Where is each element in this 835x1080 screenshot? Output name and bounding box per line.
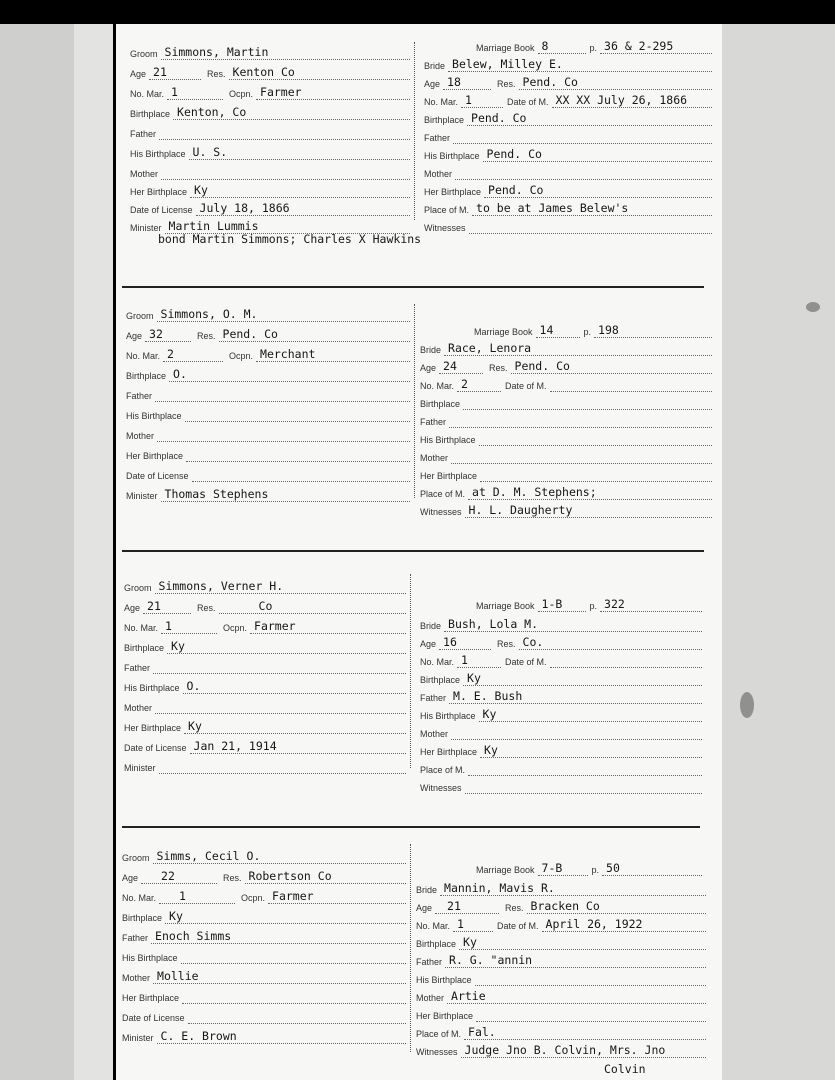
her-birthplace-label: Her Birthplace: [424, 187, 482, 197]
date-of-m-label: Date of M.: [497, 921, 539, 931]
mother-row: [126, 422, 410, 442]
her-birthplace-label: Her Birthplace: [124, 723, 182, 733]
mother-label: Mother: [122, 973, 151, 983]
marriage-book-number: 7-B: [538, 861, 588, 876]
bride-row: [420, 612, 702, 632]
father-label: Father: [416, 957, 443, 967]
date-of-license-label: Date of License: [124, 743, 187, 753]
groom-minister: Martin Lummis: [165, 219, 410, 234]
her-birthplace-label: Her Birthplace: [420, 471, 478, 481]
no-mar-label: No. Mar.: [424, 97, 459, 107]
bride-no-mar-row: [424, 88, 712, 108]
bride-age: 24: [439, 359, 483, 374]
his-birthplace-row: [126, 402, 410, 422]
bride-birthplace: Ky: [459, 935, 706, 950]
bride-age-res-row: [420, 630, 702, 650]
his-birthplace-row: [122, 944, 406, 964]
birthplace-label: Birthplace: [420, 675, 461, 685]
her-birthplace-row: [124, 714, 406, 734]
age-label: Age: [124, 603, 141, 613]
marriage-book-row: [476, 856, 702, 876]
bride-his-birthplace-row: [416, 966, 706, 986]
marriage-record-4: [116, 836, 722, 1080]
mother-label: Mother: [424, 169, 453, 179]
bride-label: Bride: [416, 885, 438, 895]
groom-res: Robertson Co: [245, 869, 406, 884]
record-separator: [122, 826, 700, 828]
father-label: Father: [424, 133, 451, 143]
bride-no-mar: 1: [457, 653, 501, 668]
marriage-book-label: Marriage Book: [474, 327, 533, 337]
page-label: p.: [589, 43, 598, 53]
record-separator: [122, 286, 704, 288]
groom-res: Kenton Co: [229, 65, 410, 80]
place-of-m: Fal.: [464, 1025, 706, 1040]
groom-label: Groom: [126, 311, 154, 321]
bride-res: Co.: [519, 635, 702, 650]
ocpn-label: Ocpn.: [223, 623, 248, 633]
bride-age: 16: [439, 635, 491, 650]
bride-his-birthplace: Ky: [479, 707, 702, 722]
witnesses-label: Witnesses: [416, 1047, 458, 1057]
place-of-m: at D. M. Stephens;: [468, 485, 712, 500]
bride-his-birthplace-row: [420, 702, 702, 722]
mother-row: [122, 964, 406, 984]
birthplace-row: [122, 904, 406, 924]
groom-minister: [159, 773, 406, 774]
her-birthplace-label: Her Birthplace: [130, 187, 188, 197]
bride-label: Bride: [420, 621, 442, 631]
groom-label: Groom: [122, 853, 150, 863]
place-of-m-row: [420, 756, 702, 776]
birthplace-label: Birthplace: [124, 643, 165, 653]
witnesses-row: [420, 498, 712, 518]
witnesses-row: [416, 1038, 706, 1058]
her-birthplace-label: Her Birthplace: [416, 1011, 474, 1021]
father-label: Father: [420, 417, 447, 427]
father-row: [124, 654, 406, 674]
bride-no-mar: 1: [461, 93, 503, 108]
bride-age-res-row: [420, 354, 712, 374]
date-of-license-label: Date of License: [126, 471, 189, 481]
father-row: [126, 382, 410, 402]
record-separator: [122, 550, 704, 552]
bride-row: [416, 876, 706, 896]
groom-birthplace: Kenton, Co: [173, 105, 410, 120]
bride-no-mar-row: [420, 372, 712, 392]
column-divider: [410, 844, 411, 1052]
his-birthplace-label: His Birthplace: [420, 711, 476, 721]
no-mar-label: No. Mar.: [124, 623, 159, 633]
no-mar-label: No. Mar.: [416, 921, 451, 931]
date-of-license-label: Date of License: [122, 1013, 185, 1023]
mother-label: Mother: [126, 431, 155, 441]
witnesses-label: Witnesses: [420, 783, 462, 793]
res-label: Res.: [497, 639, 516, 649]
her-birthplace-row: [122, 984, 406, 1004]
groom-no-mar: 1: [159, 889, 235, 904]
bride-her-birthplace: Pend. Co: [484, 183, 712, 198]
bride-date-of-m: April 26, 1922: [542, 917, 706, 932]
father-label: Father: [420, 693, 447, 703]
place-of-m: to be at James Belew's: [472, 201, 712, 216]
bride-res: Bracken Co: [527, 899, 706, 914]
marriage-book-page: 198: [594, 323, 712, 338]
bride-birthplace-row: [420, 390, 712, 410]
date-of-m-label: Date of M.: [505, 657, 547, 667]
no-mar-row: [130, 80, 410, 100]
bride-her-birthplace: Ky: [480, 743, 702, 758]
father-label: Father: [126, 391, 153, 401]
groom-ocpn: Farmer: [250, 619, 406, 634]
father-row: [130, 120, 410, 140]
groom-row: [126, 302, 410, 322]
place-of-m-row: [424, 196, 712, 216]
groom-label: Groom: [130, 49, 158, 59]
bride-father-row: [416, 948, 706, 968]
his-birthplace-label: His Birthplace: [122, 953, 178, 963]
bride-mother: Artie: [447, 989, 706, 1004]
bride-name: Bush, Lola M.: [444, 617, 702, 632]
minister-row: [122, 1024, 406, 1044]
mother-label: Mother: [416, 993, 445, 1003]
place-of-m-label: Place of M.: [424, 205, 470, 215]
birthplace-label: Birthplace: [126, 371, 167, 381]
marriage-book-number: 1-B: [538, 597, 586, 612]
age-label: Age: [424, 79, 441, 89]
bride-mother-row: [420, 720, 702, 740]
minister-label: Minister: [130, 223, 162, 233]
minister-row: [124, 754, 406, 774]
no-mar-label: No. Mar.: [420, 657, 455, 667]
witnesses-row: [420, 774, 702, 794]
witnesses: H. L. Daugherty: [465, 503, 712, 518]
ocpn-label: Ocpn.: [241, 893, 266, 903]
his-birthplace-label: His Birthplace: [130, 149, 186, 159]
father-label: Father: [130, 129, 157, 139]
age-label: Age: [416, 903, 433, 913]
place-of-m-row: [416, 1020, 706, 1040]
column-divider: [414, 304, 415, 498]
bride-her-birthplace-row: [420, 738, 702, 758]
bride-birthplace-row: [420, 666, 702, 686]
bride-no-mar-row: [420, 648, 702, 668]
marriage-book-page: 36 & 2-295: [600, 39, 712, 54]
ocpn-label: Ocpn.: [229, 89, 254, 99]
groom-name: Simmons, Martin: [161, 45, 410, 60]
his-birthplace-row: [124, 674, 406, 694]
bride-res: Pend. Co: [519, 75, 712, 90]
no-mar-row: [122, 884, 406, 904]
birthplace-row: [124, 634, 406, 654]
groom-her-birthplace: Ky: [184, 719, 406, 734]
groom-her-birthplace: Ky: [190, 183, 410, 198]
her-birthplace-label: Her Birthplace: [420, 747, 478, 757]
birthplace-label: Birthplace: [420, 399, 461, 409]
groom-row: [124, 574, 406, 594]
bride-birthplace-row: [424, 106, 712, 126]
minister-label: Minister: [124, 763, 156, 773]
scan-smudge: [806, 302, 820, 312]
his-birthplace-label: His Birthplace: [424, 151, 480, 161]
age-res-row: [122, 864, 406, 884]
groom-age: 21: [149, 65, 201, 80]
age-label: Age: [130, 69, 147, 79]
groom-age: 21: [143, 599, 191, 614]
groom-age: 22: [141, 869, 217, 884]
res-label: Res.: [505, 903, 524, 913]
place-of-m-row: [420, 480, 712, 500]
column-divider: [410, 574, 411, 768]
bride-name: Mannin, Mavis R.: [440, 881, 706, 896]
bride-no-mar: 1: [453, 917, 493, 932]
groom-date-of-license: Jan 21, 1914: [190, 739, 406, 754]
marriage-book-number: 8: [538, 39, 586, 54]
mother-row: [130, 160, 410, 180]
groom-no-mar: 1: [161, 619, 217, 634]
age-label: Age: [126, 331, 143, 341]
bride-name: Race, Lenora: [444, 341, 712, 356]
her-birthplace-label: Her Birthplace: [122, 993, 180, 1003]
marriage-book-page: 322: [600, 597, 702, 612]
groom-no-mar: 1: [167, 85, 223, 100]
his-birthplace-row: [130, 140, 410, 160]
record-sheet: [116, 24, 722, 1080]
res-label: Res.: [497, 79, 516, 89]
date-of-license-label: Date of License: [130, 205, 193, 215]
his-birthplace-label: His Birthplace: [420, 435, 476, 445]
column-divider: [414, 42, 415, 220]
scan-top-border: [0, 0, 835, 24]
bride-res: Pend. Co: [511, 359, 712, 374]
date-of-license-row: [130, 196, 410, 216]
groom-ocpn: Farmer: [268, 889, 406, 904]
her-birthplace-label: Her Birthplace: [126, 451, 184, 461]
no-mar-row: [126, 342, 410, 362]
bride-name: Belew, Milley E.: [448, 57, 712, 72]
her-birthplace-row: [126, 442, 410, 462]
marriage-book-page: 50: [602, 861, 702, 876]
his-birthplace-label: His Birthplace: [124, 683, 180, 693]
bride-row: [420, 336, 712, 356]
mother-label: Mother: [124, 703, 153, 713]
marriage-book-row: [474, 318, 712, 338]
scan-right-margin: [722, 24, 835, 1080]
age-label: Age: [420, 363, 437, 373]
bride-father-row: [420, 684, 702, 704]
bride-father-row: [424, 124, 712, 144]
groom-row: [130, 40, 410, 60]
bride-label: Bride: [420, 345, 442, 355]
witnesses-label: Witnesses: [424, 223, 466, 233]
date-of-license-row: [126, 462, 410, 482]
bride-her-birthplace-row: [420, 462, 712, 482]
res-label: Res.: [197, 603, 216, 613]
bride-father: R. G. "annin: [445, 953, 706, 968]
birthplace-row: [130, 100, 410, 120]
place-of-m-label: Place of M.: [420, 765, 466, 775]
father-label: Father: [124, 663, 151, 673]
marriage-book-row: [476, 592, 702, 612]
place-of-m-label: Place of M.: [420, 489, 466, 499]
birthplace-row: [126, 362, 410, 382]
groom-res: Co: [219, 599, 406, 614]
groom-name: Simmons, Verner H.: [155, 579, 406, 594]
marriage-book-label: Marriage Book: [476, 601, 535, 611]
bride-mother-row: [420, 444, 712, 464]
bride-birthplace: Pend. Co: [467, 111, 712, 126]
marriage-record-2: [116, 296, 722, 516]
mother-row: [124, 694, 406, 714]
res-label: Res.: [489, 363, 508, 373]
witnesses-continued: Colvin: [604, 1062, 646, 1076]
groom-name: Simmons, O. M.: [157, 307, 410, 322]
groom-minister: C. E. Brown: [157, 1029, 406, 1044]
birthplace-label: Birthplace: [416, 939, 457, 949]
bride-his-birthplace-row: [420, 426, 712, 446]
witnesses-row: [424, 214, 712, 234]
marriage-record-1: [116, 24, 722, 284]
minister-label: Minister: [126, 491, 158, 501]
groom-minister: Thomas Stephens: [161, 487, 410, 502]
bride-birthplace-row: [416, 930, 706, 950]
bride-age-res-row: [416, 894, 706, 914]
marriage-book-label: Marriage Book: [476, 865, 535, 875]
birthplace-label: Birthplace: [424, 115, 465, 125]
date-of-license-row: [124, 734, 406, 754]
groom-his-birthplace: O.: [183, 679, 406, 694]
marriage-book-label: Marriage Book: [476, 43, 535, 53]
ocpn-label: Ocpn.: [229, 351, 254, 361]
mother-label: Mother: [130, 169, 159, 179]
her-birthplace-row: [130, 178, 410, 198]
minister-row: [126, 482, 410, 502]
groom-father: Enoch Simms: [151, 929, 406, 944]
page-label: p.: [583, 327, 592, 337]
his-birthplace-label: His Birthplace: [126, 411, 182, 421]
bride-label: Bride: [424, 61, 446, 71]
father-label: Father: [122, 933, 149, 943]
groom-birthplace: Ky: [167, 639, 406, 654]
bride-mother-row: [424, 160, 712, 180]
groom-age: 32: [145, 327, 191, 342]
scan-inner-left-margin: [74, 24, 116, 1080]
groom-label: Groom: [124, 583, 152, 593]
age-label: Age: [122, 873, 139, 883]
mother-label: Mother: [420, 453, 449, 463]
witnesses: [465, 793, 702, 794]
bride-age: 21: [435, 899, 499, 914]
place-of-m-label: Place of M.: [416, 1029, 462, 1039]
bride-row: [424, 52, 712, 72]
bride-mother-row: [416, 984, 706, 1004]
birthplace-label: Birthplace: [122, 913, 163, 923]
page-label: p.: [591, 865, 600, 875]
groom-ocpn: Farmer: [256, 85, 410, 100]
page-label: p.: [589, 601, 598, 611]
bond-note: bond Martin Simmons; Charles X Hawkins: [158, 232, 422, 246]
mother-label: Mother: [420, 729, 449, 739]
groom-his-birthplace: U. S.: [189, 145, 410, 160]
bride-father-row: [420, 408, 712, 428]
his-birthplace-label: His Birthplace: [416, 975, 472, 985]
date-of-license-row: [122, 1004, 406, 1024]
bride-his-birthplace-row: [424, 142, 712, 162]
age-res-row: [130, 60, 410, 80]
bride-no-mar: 2: [457, 377, 501, 392]
date-of-m-label: Date of M.: [505, 381, 547, 391]
groom-row: [122, 844, 406, 864]
age-label: Age: [420, 639, 437, 649]
no-mar-label: No. Mar.: [122, 893, 157, 903]
marriage-record-3: [116, 568, 722, 793]
res-label: Res.: [207, 69, 226, 79]
age-res-row: [124, 594, 406, 614]
minister-row: [130, 214, 410, 234]
bride-age-res-row: [424, 70, 712, 90]
scan-smudge: [740, 692, 754, 718]
no-mar-label: No. Mar.: [130, 89, 165, 99]
no-mar-row: [124, 614, 406, 634]
groom-birthplace: O.: [169, 367, 410, 382]
groom-date-of-license: July 18, 1866: [196, 201, 410, 216]
birthplace-label: Birthplace: [130, 109, 171, 119]
no-mar-label: No. Mar.: [420, 381, 455, 391]
res-label: Res.: [223, 873, 242, 883]
groom-res: Pend. Co: [219, 327, 410, 342]
minister-label: Minister: [122, 1033, 154, 1043]
bride-father: M. E. Bush: [449, 689, 702, 704]
groom-no-mar: 2: [163, 347, 223, 362]
bride-no-mar-row: [416, 912, 706, 932]
groom-birthplace: Ky: [165, 909, 406, 924]
date-of-m-label: Date of M.: [507, 97, 549, 107]
scan-left-margin: [0, 24, 74, 1080]
witnesses: [469, 233, 712, 234]
marriage-book-number: 14: [536, 323, 580, 338]
bride-his-birthplace: Pend. Co: [483, 147, 712, 162]
bride-her-birthplace-row: [416, 1002, 706, 1022]
groom-name: Simms, Cecil O.: [153, 849, 406, 864]
groom-ocpn: Merchant: [256, 347, 410, 362]
groom-mother: Mollie: [153, 969, 406, 984]
no-mar-label: No. Mar.: [126, 351, 161, 361]
witnesses: Judge Jno B. Colvin, Mrs. Jno: [461, 1043, 706, 1058]
bride-her-birthplace-row: [424, 178, 712, 198]
age-res-row: [126, 322, 410, 342]
bride-age: 18: [443, 75, 491, 90]
marriage-book-row: [476, 34, 712, 54]
father-row: [122, 924, 406, 944]
bride-date-of-m: XX XX July 26, 1866: [552, 93, 712, 108]
witnesses-label: Witnesses: [420, 507, 462, 517]
bride-birthplace: Ky: [463, 671, 702, 686]
res-label: Res.: [197, 331, 216, 341]
